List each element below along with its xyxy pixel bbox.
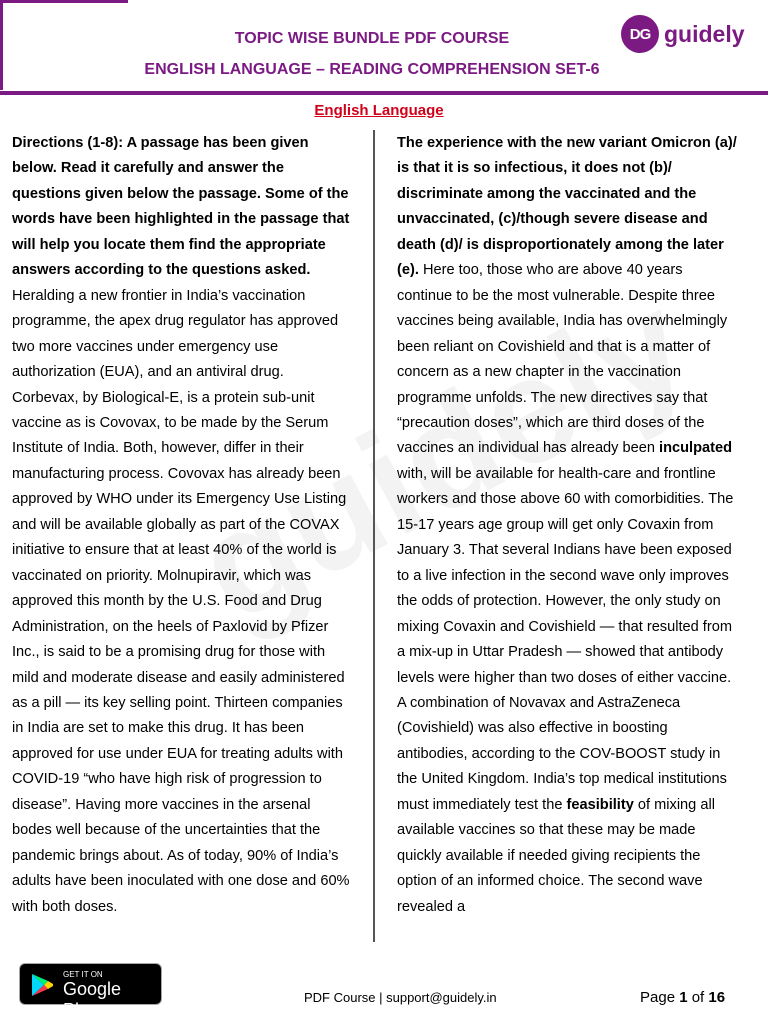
guidely-logo [621, 14, 745, 54]
google-play-small-text: GET IT ON [63, 970, 103, 979]
error-spotting-sentence: The experience with the new variant Omicron (a)/ is that it is so infectious, it does not (b)/ discriminate among the vaccinated and the unvaccinated, (c)/though severe disease and death (d)/ is disproportionately among the later (e). [397, 135, 737, 279]
passage-text: Heralding a new frontier in India’s vaccination programme, the apex drug regulator has approved two more vaccines under emergency use authorization (EUA), and an antiviral drug. Corbevax, by Biological-E, is a protein sub-unit vaccine as is Covovax, to be made by the Serum Institute of India. Both, however, differ in their manufacturing process. Covovax has already been approved by WHO under its Emergency Use Listing and will be available globally as part of the COVAX initiative to ensure that at least 40% of the world is vaccinated on priority. Molnupiravir, which was approved this month by the U.S. Food and Drug Administration, on the heels of Paxlovid by Pfizer Inc., is said to be a promising drug for those with mild and moderate disease and easily administered as a pill — its key selling point. Thirteen companies in India are set to make this drug. It has been approved for use under EUA for treating adults with COVID-19 “who have high risk of progression to disease”. Having more vaccines in the arsenal bodes well because of the uncertainties that the pandemic brings about. As of today, 90% of India’s adults have been inoculated with one dose and 60% with both doses. [12, 287, 350, 915]
google-play-badge[interactable] [19, 963, 162, 1020]
page-current: 1 [679, 989, 688, 1006]
passage-continuation-3: of mixing all available vaccines so that these may be made quickly available if needed giving recipients the option of an informed choice. The second wave revealed a [397, 796, 715, 915]
guidely-logo-mark: DG [621, 15, 659, 53]
highlighted-word-inculpated: inculpated [659, 440, 733, 457]
google-play-big-text: Google Play [63, 979, 122, 1020]
header-rule [0, 91, 768, 95]
set-title: ENGLISH LANGUAGE – READING COMPREHENSION SET-6 [144, 61, 600, 78]
page-number [640, 989, 725, 1006]
passage-continuation-1: Here too, those who are above 40 years continue to be the most vulnerable. Despite three vaccines being available, India has overwhelmingly been reliant on Covishield and that is a matter of concern as a new chapter in the vaccination programme unfolds. The new directives say that “precaution doses”, which are third doses of the vaccines an individual has already been [397, 262, 728, 457]
header-corner-line-horizontal [0, 0, 128, 3]
page-of: of [687, 989, 709, 1006]
google-play-icon [30, 973, 54, 997]
section-title: English Language [314, 102, 444, 119]
column-divider [373, 130, 375, 942]
right-column [397, 131, 739, 920]
guidely-logo-text: guidely [664, 20, 745, 47]
right-column-paragraph [397, 131, 739, 920]
highlighted-word-feasibility: feasibility [566, 796, 634, 813]
left-column [12, 131, 352, 920]
page-prefix: Page [640, 989, 680, 1006]
course-title: TOPIC WISE BUNDLE PDF COURSE [234, 30, 510, 47]
footer-course-info: PDF Course | support@guidely.in [304, 990, 497, 1005]
page-header [0, 0, 768, 92]
directions-text: Directions (1-8): A passage has been given below. Read it carefully and answer the questions given below the passage. Some of the words have been highlighted in the passage that will help you locate them find the appropriate answers according to the questions asked. [12, 135, 350, 279]
page-total: 16 [708, 989, 726, 1006]
passage-continuation-2: with, will be available for health-care and frontline workers and those above 60 with comorbidities. The 15-17 years age group will get only Covaxin from January 3. That several Indians have been exposed to a live infection in the second wave only improves the odds of protection. However, the only study on mixing Covaxin and Covishield — that resulted from a mix-up in Uttar Pradesh — showed that antibody levels were higher than two doses of either vaccine. A combination of Novavax and AstraZeneca (Covishield) was also effective in boosting antibodies, according to the COV-BOOST study in the United Kingdom. India’s top medical institutions must immediately test the [397, 465, 734, 813]
